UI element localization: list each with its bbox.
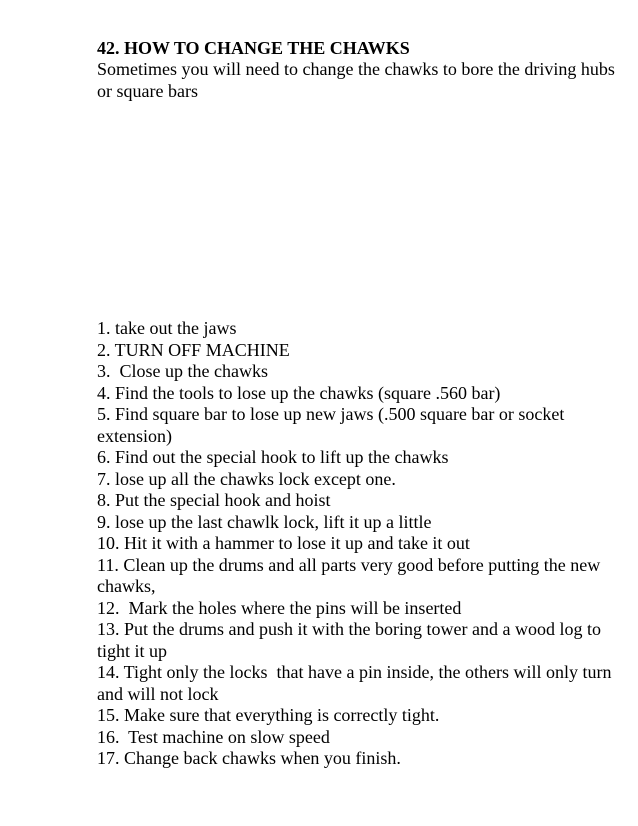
- step-item: 13. Put the drums and push it with the boring tower and a wood log to tight it up: [97, 619, 606, 661]
- step-item: 2. TURN OFF MACHINE: [97, 339, 290, 360]
- steps-list: [97, 318, 617, 770]
- step-item: 4. Find the tools to lose up the chawks (square .560 bar): [97, 382, 501, 403]
- step-item: 17. Change back chawks when you finish.: [97, 748, 401, 768]
- page-title: 42. HOW TO CHANGE THE CHAWKS: [97, 38, 410, 58]
- step-item: 16. Test machine on slow speed: [97, 726, 330, 747]
- step-item: 9. lose up the last chawlk lock, lift it up a little: [97, 511, 432, 532]
- intro-paragraph: Sometimes you will need to change the chawks to bore the driving hubs or square bars: [97, 59, 615, 101]
- step-item: 5. Find square bar to lose up new jaws (.500 square bar or socket extension): [97, 404, 569, 446]
- step-item: 15. Make sure that everything is correctly tight.: [97, 705, 440, 725]
- step-item: 14. Tight only the locks that have a pin inside, the others will only turn and will not lock: [97, 662, 616, 704]
- step-item: 10. Hit it with a hammer to lose it up and take it out: [97, 533, 470, 553]
- step-item: 11. Clean up the drums and all parts very good before putting the new chawks,: [97, 554, 605, 596]
- step-item: 1. take out the jaws: [97, 318, 237, 338]
- step-item: 8. Put the special hook and hoist: [97, 490, 331, 510]
- document-header: [97, 37, 617, 102]
- step-item: 6. Find out the special hook to lift up the chawks: [97, 447, 449, 467]
- step-item: 12. Mark the holes where the pins will be inserted: [97, 597, 462, 618]
- step-item: 3. Close up the chawks: [97, 361, 268, 381]
- step-item: 7. lose up all the chawks lock except one.: [97, 468, 396, 489]
